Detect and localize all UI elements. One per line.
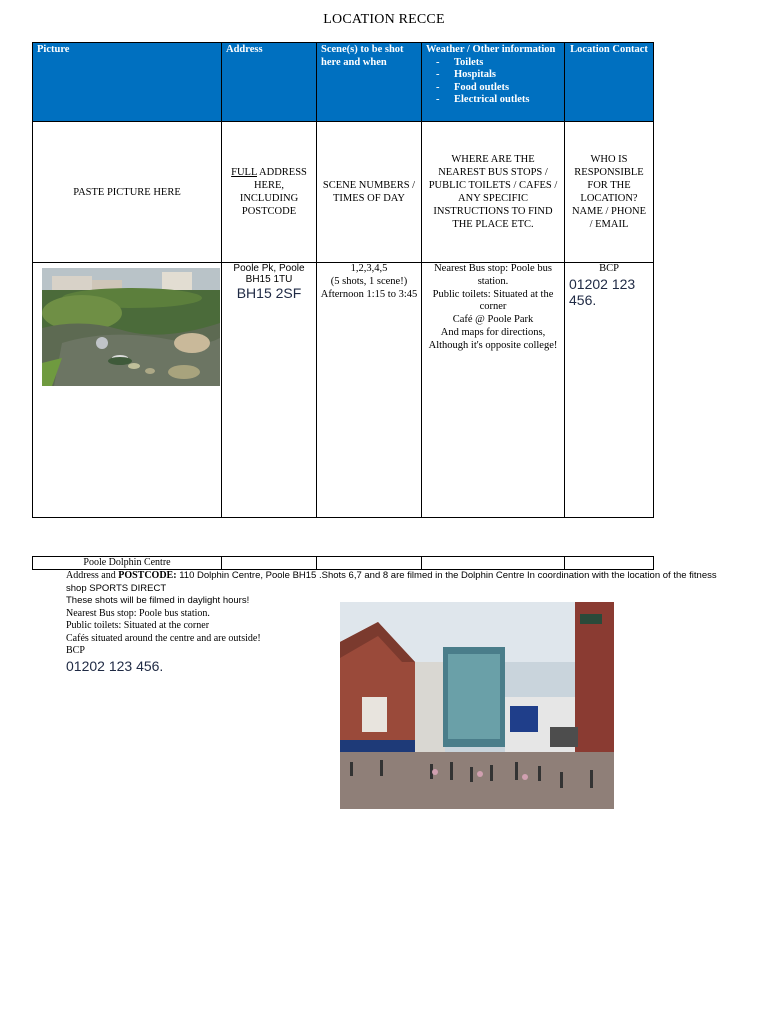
weather-item: - Food outlets bbox=[440, 82, 560, 95]
location2-contact-name: BCP bbox=[66, 645, 85, 656]
location1-weather-line: Café @ Poole Park bbox=[452, 314, 534, 326]
weather-item: - Electrical outlets bbox=[440, 94, 560, 107]
dolphin-centre-photo bbox=[340, 602, 614, 809]
header-weather bbox=[422, 43, 565, 122]
location2-address-text: 110 Dolphin Centre, Poole BH15 .Shots 6,7 and 8 are filmed in the Dolphin Centre In coordination with the location of the fitness shop SPORTS DIRECT bbox=[66, 570, 717, 594]
recce-table bbox=[32, 42, 654, 518]
location2-address-label: Address and bbox=[66, 570, 119, 581]
location1-weather-line: Public toilets: Situated at the corner bbox=[432, 288, 554, 313]
location2-contact-phone: 01202 123 456. bbox=[66, 657, 164, 674]
document-title: LOCATION RECCE bbox=[323, 12, 445, 27]
guide-address bbox=[222, 122, 317, 263]
header-contact: Location Contact bbox=[565, 43, 654, 122]
location2-bus: Nearest Bus stop: Poole bus station. bbox=[66, 607, 210, 619]
guide-picture: PASTE PICTURE HERE bbox=[33, 122, 222, 263]
location2-toilets: Public toilets: Situated at the corner bbox=[66, 620, 210, 631]
location1-scenes-line: 1,2,3,4,5 bbox=[350, 263, 388, 274]
location1-contact-name: BCP bbox=[599, 263, 619, 274]
location1-picture-cell bbox=[33, 263, 222, 518]
header-picture: Picture bbox=[33, 43, 222, 122]
location1-scenes-line: (5 shots, 1 scene!) bbox=[330, 275, 408, 287]
weather-item: - Hospitals bbox=[440, 69, 560, 82]
location1-scenes-cell bbox=[317, 263, 422, 518]
location2-daylight: These shots will be filmed in daylight hours! bbox=[66, 595, 250, 606]
weather-item: - Toilets bbox=[440, 57, 560, 70]
location1-weather-line: And maps for directions, bbox=[440, 326, 546, 338]
location1-weather-line: Nearest Bus stop: Poole bus station. bbox=[434, 263, 552, 287]
header-address: Address bbox=[222, 43, 317, 122]
guide-row bbox=[33, 122, 654, 263]
header-row bbox=[33, 43, 654, 122]
location1-row bbox=[33, 263, 654, 518]
location1-weather-line: Although it's opposite college! bbox=[428, 339, 558, 351]
guide-contact: WHO IS RESPONSIBLE FOR THE LOCATION? NAME / PHONE / EMAIL bbox=[565, 122, 654, 263]
guide-weather: WHERE ARE THE NEAREST BUS STOPS / PUBLIC TOILETS / CAFES / ANY SPECIFIC INSTRUCTIONS TO FIND THE PLACE ETC. bbox=[422, 122, 565, 263]
location2-name: Poole Dolphin Centre bbox=[33, 557, 222, 570]
header-scenes: Scene(s) to be shot here and when bbox=[317, 43, 422, 122]
location1-postcode: BH15 2SF bbox=[236, 285, 302, 301]
poole-park-photo bbox=[42, 268, 220, 386]
location2-cafes: Cafés situated around the centre and are outside! bbox=[66, 632, 261, 644]
weather-list bbox=[426, 57, 560, 107]
guide-address-full: FULL bbox=[231, 167, 257, 178]
header-weather-label: Weather / Other information bbox=[426, 44, 556, 55]
location1-weather-cell bbox=[422, 263, 565, 518]
location2-address bbox=[66, 570, 726, 595]
guide-address-rest: ADDRESS HERE, INCLUDING POSTCODE bbox=[239, 167, 307, 217]
location2-row bbox=[33, 557, 654, 570]
location1-contact-cell bbox=[565, 263, 654, 518]
location2-postcode-label: POSTCODE: bbox=[118, 570, 177, 581]
location1-contact-phone: 01202 123 456. bbox=[569, 275, 636, 308]
location1-scenes-line: Afternoon 1:15 to 3:45 bbox=[320, 288, 418, 300]
location2-table bbox=[32, 556, 654, 570]
location1-address: Poole Pk, Poole BH15 1TU bbox=[233, 263, 305, 285]
guide-scenes: SCENE NUMBERS / TIMES OF DAY bbox=[317, 122, 422, 263]
location1-address-cell bbox=[222, 263, 317, 518]
